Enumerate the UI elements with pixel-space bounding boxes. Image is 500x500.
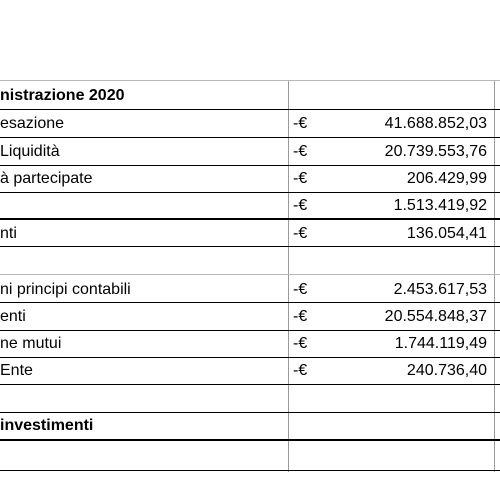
row-divider — [0, 80, 500, 81]
currency-cell: -€ — [293, 281, 308, 298]
row-divider — [0, 384, 500, 385]
currency-cell: -€ — [293, 362, 308, 379]
currency-cell: -€ — [293, 115, 308, 132]
amount-cell: 240.736,40 — [406, 362, 487, 379]
row-label: Liquidità — [0, 143, 60, 160]
amount-cell: 20.739.553,76 — [384, 143, 487, 160]
row-label: enti — [0, 308, 26, 325]
currency-cell: -€ — [293, 308, 308, 325]
row-label: nti — [0, 225, 17, 242]
currency-cell: -€ — [293, 197, 308, 214]
row-label: esazione — [0, 115, 65, 132]
amount-cell: 206.429,99 — [406, 170, 487, 187]
currency-cell: -€ — [293, 335, 308, 352]
amount-cell: 20.554.848,37 — [384, 308, 487, 325]
currency-cell: -€ — [293, 225, 308, 242]
row-divider — [0, 439, 500, 441]
table-header-title: nistrazione 2020 — [0, 87, 125, 104]
currency-cell: -€ — [293, 170, 308, 187]
column-divider — [494, 80, 495, 472]
amount-cell: 1.513.419,92 — [393, 197, 487, 214]
row-label: ne mutui — [0, 335, 62, 352]
row-label: à partecipate — [0, 170, 93, 187]
row-label: Ente — [0, 362, 33, 379]
amount-cell: 1.744.119,49 — [394, 335, 487, 352]
amount-cell: 136.054,41 — [406, 225, 487, 242]
row-label: investimenti — [0, 417, 94, 434]
row-divider — [0, 274, 500, 275]
currency-cell: -€ — [293, 143, 308, 160]
column-divider — [288, 80, 289, 472]
row-divider — [0, 470, 500, 471]
amount-cell: 41.688.852,03 — [384, 115, 487, 132]
amount-cell: 2.453.617,53 — [393, 281, 487, 298]
row-label: ni principi contabili — [0, 281, 131, 298]
